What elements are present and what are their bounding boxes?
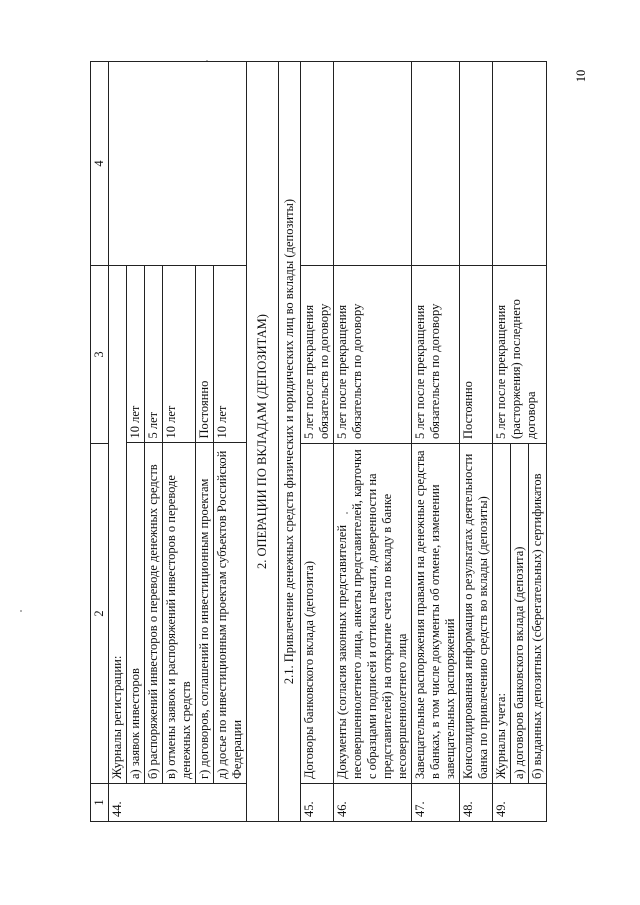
retention-term: 10 лет xyxy=(163,265,196,443)
row-number: 44. xyxy=(109,784,247,822)
notes-cell xyxy=(301,62,334,266)
section-title: 2. ОПЕРАЦИИ ПО ВКЛАДАМ (ДЕПОЗИТАМ) xyxy=(247,62,279,822)
list-item: д) досье по инвестиционным проектам субъектов Российской Федерации xyxy=(214,443,247,783)
row-49-subtable xyxy=(493,444,546,783)
retention-term: 5 лет после прекращения обязательств по договору xyxy=(412,266,460,444)
retention-term: 10 лет xyxy=(127,265,145,443)
retention-term: 10 лет xyxy=(214,265,247,443)
header-col-4: 4 xyxy=(91,62,109,266)
section-row xyxy=(247,62,279,822)
subsection-title: 2.1. Привлечение денежных средств физических и юридических лиц во вклады (депозиты) xyxy=(279,62,301,822)
retention-term: 5 лет после прекращения обязательств по договору xyxy=(301,266,334,444)
row-title: Журналы регистрации: xyxy=(110,655,124,779)
row-number: 46. xyxy=(334,784,412,822)
table-header-row xyxy=(91,62,109,822)
header-col-1: 1 xyxy=(91,784,109,822)
document-type: Консолидированная информация о результатах деятельности банка по привлечению средств во вклады (депозиты) xyxy=(460,444,493,784)
table-row-45 xyxy=(301,62,334,822)
notes-cell xyxy=(412,62,460,266)
subsection-row xyxy=(279,62,301,822)
notes-cell xyxy=(109,62,247,266)
row-number: 48. xyxy=(460,784,493,822)
row-44-subtable xyxy=(109,265,246,783)
table-row-46 xyxy=(334,62,412,822)
table-row-47 xyxy=(412,62,460,822)
row-number: 45. xyxy=(301,784,334,822)
list-item: г) договоров, соглашений по инвестиционным проектам xyxy=(196,443,214,783)
document-type: Договоры банковского вклада (депозита) xyxy=(301,444,334,784)
page-number: 10 xyxy=(574,69,588,83)
list-item: б) выданных депозитных (сберегательных) сертификатов xyxy=(529,444,547,783)
table-row-48 xyxy=(460,62,493,822)
rotated-table-container xyxy=(90,62,565,822)
records-table xyxy=(90,61,547,822)
header-col-2: 2 xyxy=(91,444,109,784)
document-type: Документы (согласия законных представителей несовершеннолетнего лица, анкеты представителей, карточки с образцами подписей и оттиска печати, доверенности на представителей) на открытие счета по вкладу в банке несовершеннолетнего лица xyxy=(334,444,412,784)
list-item: в) отмены заявок и распоряжений инвесторов о переводе денежных средств xyxy=(163,443,196,783)
retention-term: 5 лет после прекращения (расторжения) последнего договора xyxy=(493,266,547,444)
list-item: б) распоряжений инвесторов о переводе денежных средств xyxy=(145,443,163,783)
scan-speck xyxy=(20,610,22,612)
retention-term: Постоянно xyxy=(460,266,493,444)
retention-term: 5 лет после прекращения обязательств по договору xyxy=(334,266,412,444)
row-44-content xyxy=(109,266,247,784)
notes-cell xyxy=(493,62,547,266)
table-row-44 xyxy=(109,62,247,822)
row-number: 47. xyxy=(412,784,460,822)
table-row-49 xyxy=(493,62,547,822)
row-number: 49. xyxy=(493,784,547,822)
notes-cell xyxy=(334,62,412,266)
row-title: Журналы учета: xyxy=(494,693,508,779)
retention-term: Постоянно xyxy=(196,265,214,443)
notes-cell xyxy=(460,62,493,266)
document-type: Завещательные распоряжения правами на денежные средства в банках, в том числе документы об отмене, изменении завещательных распоряжений xyxy=(412,444,460,784)
retention-term: 5 лет xyxy=(145,265,163,443)
list-item: а) заявок инвесторов xyxy=(127,443,145,783)
header-col-3: 3 xyxy=(91,266,109,444)
list-item: а) договоров банковского вклада (депозита) xyxy=(511,444,529,783)
row-49-content xyxy=(493,444,547,784)
